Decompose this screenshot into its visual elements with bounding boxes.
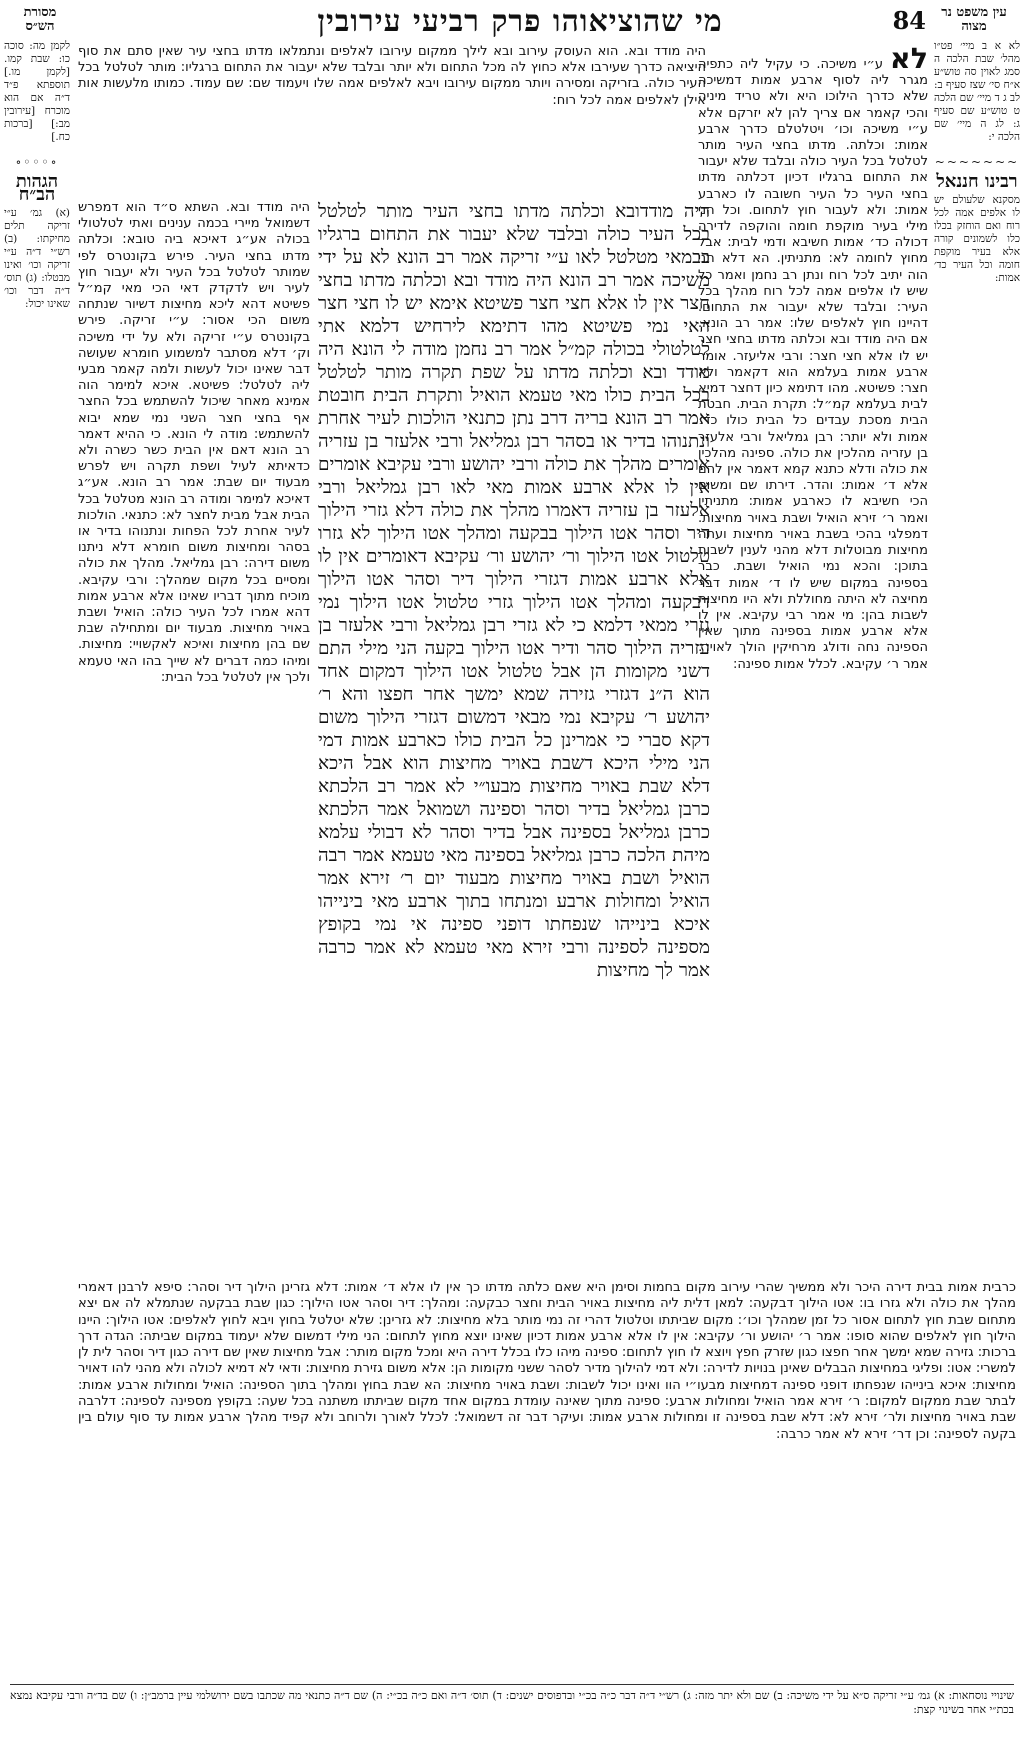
ein-mishpat-text: לא א ב מיי׳ פט״ו מהל׳ שבת הלכה ה סמג לאוין סה טוש״ע א״ח סי׳ שצז סעיף ב: לב ג ד מיי׳ שם הלכה ט טוש״ע שם סעיף ג: לג ה מיי׳ שם הלכה י: <box>934 40 1020 143</box>
footer-rule <box>10 1684 1014 1685</box>
rabbeinu-chananel-heading: רבינו חננאל <box>936 171 1018 192</box>
gemara-main-text <box>318 200 710 1270</box>
page-title: מי שהוציאוהו פרק רביעי עירובין <box>317 4 723 39</box>
bottom-commentary-text: כרבית אמות בבית דירה היכר ולא ממשיך שהרי עירוב מקום בחמות וסימן היא שאם כלתה מדתו כך אין לו אלא ד׳ אמות: דלא גזרינן הילוך דיר וסהר: סיפא לרבנן דאמרי מהלך את כולה ולא גזרו בו: אטו הילוך דבקעה: למאן דלית ליה מחיצות באויר הבית וחצר כבקעה: ומהלך: דיר וסהר אטו הילוך: כגון שבת בבקעה שנתמלא לה אם יצא מתחום שבת חוץ לתחום אסור כל זמן שמהלך וכו׳: מקום שביתתו וטלטול דהרי זה נמי מותר בלא מחיצות: לא גזרינן: שלא יטלטל בחוץ ויבא לחוץ לאלפים: אטו הילוך: היינו הילוך חוץ לאלפים שהוא סופו: אמר ר׳ יהושע ור׳ עקיבא: אין לו אלא ארבע אמות דכיון שאינו יוצא מחוץ לתחום: הני מילי דמשום שלא יעמוד במקום שביתה: הגדה דרך ברכות: גזירה שמא ימשך אחר חפצו כגון שזרק חפץ ויוצא לו חוץ לתחום: ספינה מיהו כלו בכלל דירה היא ומכל מקום מותר: אבל מחיצות שאין שם דירה כגון דיר וסהר לית לן למשרי: אטו: ופליגי במחיצות הבבלים שאינן בנויות לדירה: ולא דמי להילוך מדיר לסהר ששני מקומות הן: אלא משום גזירת מחיצות: ודאי לא דמיא לכולה ולא מהני להו דאויר מחיצות: איכא בינייהו שנפחתו דופני ספינה דמחיצות מבעו״י הוו ואינו יכול לשבות: ושבת באויר מחיצות: הא שבת בחוץ ומהלך בתוך הספינה: הואיל ומחולות ארבע אמות: לבתר שבת ממקום למקום: ר׳ זירא אמר הואיל ומחולות ארבע: ספינה מתוך שאינה עומדת במקום אחד מקום שביתתו משתנה בכל שעה: בקופץ מספינה לספינה: דלרבה שבת באויר מחיצות ולר׳ זירא לא: דלא שבת בספינה זו ומחולות ארבע אמות: ועיקר דבר זה דשמואל: לכלל לאורך ולרוחב ולא קפיד מהלך ארבע אמות עד סוף עולם בין בקעה לספינה: וכן דר׳ זירא לא אמר כרבה: <box>78 1280 1016 1442</box>
mesoret-text: לקמן מה: סוכה כו: שבת קמו. [לקמן מו.] תוספתא פ״ד ד״ה אם הוא מוכרח [עירובין מב:] [ברכות כח.] <box>4 40 70 143</box>
gemara-top-commentary <box>78 44 706 194</box>
ornament-divider: ∘◦◦◦∘ <box>15 155 59 169</box>
tosafot-text: היה מודד ובא. השתא ס״ד הוא דמפרש דשמואל מיירי בכמה ענינים ואתי לטלטולי בכולה אע״ג דאיכא ביה טובא: וכלתה מדתו בחצי העיר. פירש בקונטרס לפי שמותר לטלטל בכל העיר ולא יעבור חוץ לעיר ויש לדקדק דאי הכי מאי קמ״ל פשיטא דהא ליכא מחיצות דשיור שנתחה משום הכי אסור: ע״י זריקה. פירש בקונטרס ע״י זריקה ולא על ידי משיכה וק׳ דלא מסתבר למשמוע חומרא שעושה דבר שאינו יכול לעשות ולמה קאמר מבעי ליה לטלטל: פשיטא. איכא למימר הוה אמינא מאחר שיכול להשתמש בכל החצר אף בחצי חצר השני נמי שמא יבוא להשתמש: מודה לי הונא. כי ההיא דאמר רב הונא דאם אין הבית כשר כשרה ולא כדאיתא לעיל ושפת תקרה ויש לפרש מבעוד יום שבת: אמר רב הונא. אע״ג דאיכא למימר ומודה רב הונא מטלטל בכל הבית אבל מבית לחצר לא: כתנאי. הולכות לעיר אחרת לכל הפחות ונתנוהו בדיר או בסהר ומחיצות משום חומרא דלא ניתנו משום דירה: רבן גמליאל. מהלך את כולה ומסיים בכל מקום שמהלך: ורבי עקיבא. מוכיח מתוך דבריו שאינו אלא ארבע אמות דהא אמרו לכל העיר כולה: הואיל ושבת באויר מחיצות. מבעוד יום ומתחילה שבת שם בהן מחיצות ואיכא לאקשויי: מחיצות. ומיהו כמה דברים לא שייך בהו האי טעמא ולכך אין לטלטל בכל הבית: <box>78 200 310 685</box>
gemara-text: היה מודדובא וכלתה מדתו בחצי העיר מותר לטלטל בכל העיר כולה ובלבד שלא יעבור את התחום ברגליו בבמאי מטלטל לאו ע״י זריקה אמר רב הונא לא על ידי משיכה אמר רב הונא היה מודד ובא וכלתה מדתו בחצי חצר אין לו אלא חצי חצר פשיטא אימא יש לו חצי חצר האי נמי פשיטא מהו דתימא לירחיש דלמא אתי לטלטולי בכולה קמ״ל אמר רב נחמן מודה לי הונא היה מודד ובא וכלתה מדתו על שפת תקרה מותר לטלטל בכל הבית כולו מאי טעמא הואיל ותקרת הבית חובטת אמר רב הונא בריה דרב נתן כתנאי הולכות לעיר אחרת ונתנוהו בדיר או בסהר רבן גמליאל ורבי אלעזר בן עזריה אומרים מהלך את כולה ורבי יהושע ורבי עקיבא אומרים אין לו אלא ארבע אמות מאי לאו רבן גמליאל ורבי אלעזר בן עזריה דאמרו מהלך את כולה דלא גזרי הילוך דיר וסהר אטו הילוך בבקעה ומהלך אטו הילוך לא גזרו טלטול אטו הילוך ור׳ יהושע ור׳ עקיבא דאומרים אין לו אלא ארבע אמות דגזרי הילוך דיר וסהר אטו הילוך דבקעה ומהלך אטו הילוך גזרי טלטול אטו הילוך נמי גזרי ממאי דלמא כי לא גזרי רבן גמליאל ורבי אלעזר בן עזריה הילוך סהר ודיר אטו הילוך בקעה הני מילי התם דשני מקומות הן אבל טלטול אטו הילוך דמקום אחד הוא ה״נ דגזרי גזירה שמא ימשך אחר חפצו והא ר׳ יהושע ר׳ עקיבא נמי מבאי דמשום דגזרי הילוך משום דקא סברי כי אמרינן כל הבית כולו כארבע אמות דמי הני מילי היכא דשבת באויר מחיצות הוא אבל היכא דלא שבת באויר מחיצות מבעו״י לא אמר רב הלכתא כרבן גמליאל בדיר וסהר וספינה ושמואל אמר הלכתא כרבן גמליאל בספינה אבל בדיר וסהר לא דבולי עלמא מיהת הלכה כרבן גמליאל בספינה מאי טעמא אמר רבה הואיל ושבת באויר מחיצות מבעוד יום ר׳ זירא אמר הואיל ומחולות ארבע ומנתחו בתוך ארבע מאי בינייהו איכא בינייהו שנפחתו דופני ספינה אי נמי בקופץ מספינה לספינה ורבי זירא מאי טעמא לא אמר כרבה אמר לך מחיצות <box>318 201 710 981</box>
bottom-commentary <box>78 1280 1016 1670</box>
rashi-opening-word: לא <box>889 44 928 75</box>
tosafot-column <box>78 200 310 1270</box>
gemara-top-text: היה מודד ובא. הוא העוסק עירוב ובא לילך ממקום עירובו לאלפים ונתמלאו מדתו בחצי עיר שאין סתם את סוף היציאה כדרך שעירבו אלא כחוץ לה מכל התחום ולא יותר ובלבד שלא יעבור את התחום ברגליו: מותר לטלטל בכל העיר כולה. בזריקה ומסירה ויותר ממקום עירובו ויבא לאלפים אמה שלו ויעמוד שם: שם עמוד. כמותו מלעשות אות אילן לאלפים אמה לכל רוח: <box>78 44 706 108</box>
hagahot-text: (א) גמ׳ ע״י זריקה תלים מחיקתו: (ב) רש״י ד״ה ע״י זריקה וכו׳ ואינו מבטלו: (ג) תוס׳ ד״ה דבר וכו׳ שאינו יכול: <box>4 207 70 310</box>
ornament-divider: ~~~~~~~ <box>934 155 1020 169</box>
rabbeinu-chananel-text: מסקנא שלעולם יש לו אלפים אמה לכל רוח ואם הוחזק בכלו כלו לשמונים קורה אלא בעיר מוקפת חומה וכל העיר כד׳ אמות: <box>934 194 1020 284</box>
mesoret-column <box>4 40 70 1580</box>
footer-notes <box>10 1680 1014 1740</box>
rashi-column <box>698 44 928 1274</box>
page-header <box>10 4 1014 38</box>
rashi-text: ע״י משיכה. כי עקיל ליה כתפיה מגרר ליה לסוף ארבע אמות דמשיכה שלא כדרך הילוכו היא ולא טריד מיניה והכי קאמר אם צריך להן לא יזרקם אלא ע״י משיכה וכו׳ ויטלטלם כדרך ארבע אמות: וכלתה. מדתו בחצי העיר מותר לטלטל בכל העיר כולה ובלבד שלא יעבור את התחום ברגליו דכיון דכלתה מדתו בחצי העיר כל העיר חשובה לו כארבע אמות: ולא לעבור חוץ לתחום. וכל הני מילי בעיר מוקפת חומה והוקפה לדירה דכולה כד׳ אמות חשיבא ודמי לבית: אבל מחוץ לחומה לא: מתניתין. הא דלא תני הוה יתיב לכל רוח ונתן רב נחמן ואמר כל שיש לו אלפים אמה לכל רוח מהלך בכל העיר: ובלבד שלא יעבור את התחום. דהיינו חוץ לאלפים שלו: אמר רב הונא. אם היה מודד ובא וכלתה מדתו בחצי חצר יש לו אלא חצי חצר: ורבי אליעזר. אומר ארבע אמות בעלמא הוא דקאמר ולא חצר: פשיטא. מהו דתימא כיון דחצר דמיא לבית בעלמא קמ״ל: תקרת הבית. חבטת הבית מסכת עבדים כל הבית כולו כד׳ אמות ולא יותר: רבן גמליאל ורבי אלעזר בן עזריה מהלכין את כולה. ספינה מהלכין את כולה ודלא כתנא קמא דאמר אין להם אלא ד׳ אמות: והדר. דירתו שם ומשום הכי חשיבא לו כארבע אמות: מתניתין ואמר ר׳ זירא הואיל ושבת באויר מחיצות. דמפלגי בהכי בשבת באויר מחיצות ועתה מחיצות מבוטלות דלא מהני לענין לשבות בתוכן: והכא נמי הואיל ושבת. כבר בספינה במקום שיש לו ד׳ אמות דבר מחיצה לא היתה מחוללת ולא היו מחיצות לשבות בהן: מי אמר רבי עקיבא. אין לו אלא ארבע אמות בספינה מתוך שאין הספינה נחה ודולג מרחיקין הולך לאויר: אמר ר׳ עקיבא. לכלל אמות ספינה: <box>698 57 928 672</box>
page-number: 84 <box>892 6 926 35</box>
hagahot-heading: הגהות הב״ח <box>15 171 59 205</box>
mesoret-label: מסורת הש״ס <box>23 5 57 34</box>
footer-text: שינויי נוסחאות: א) גמ׳ ע״י זריקה ס״א על ידי משיכה: ב) שם ולא יתר מזה: ג) רש״י ד״ה דבר כ״ה בכ״י ובדפוסים ישנים: ד) תוס׳ ד״ה ואם כ״ה בכ״י: ה) שם ד״ה כתנאי מה שכתבו בשם ירושלמי עיין ברמב״ן: ו) שם בד״ה ורבי עקיבא נמצא בכת״י אחר בשינוי קצת: <box>10 1689 1014 1716</box>
ein-mishpat-label: עין משפט נר מצוה <box>941 5 1007 34</box>
